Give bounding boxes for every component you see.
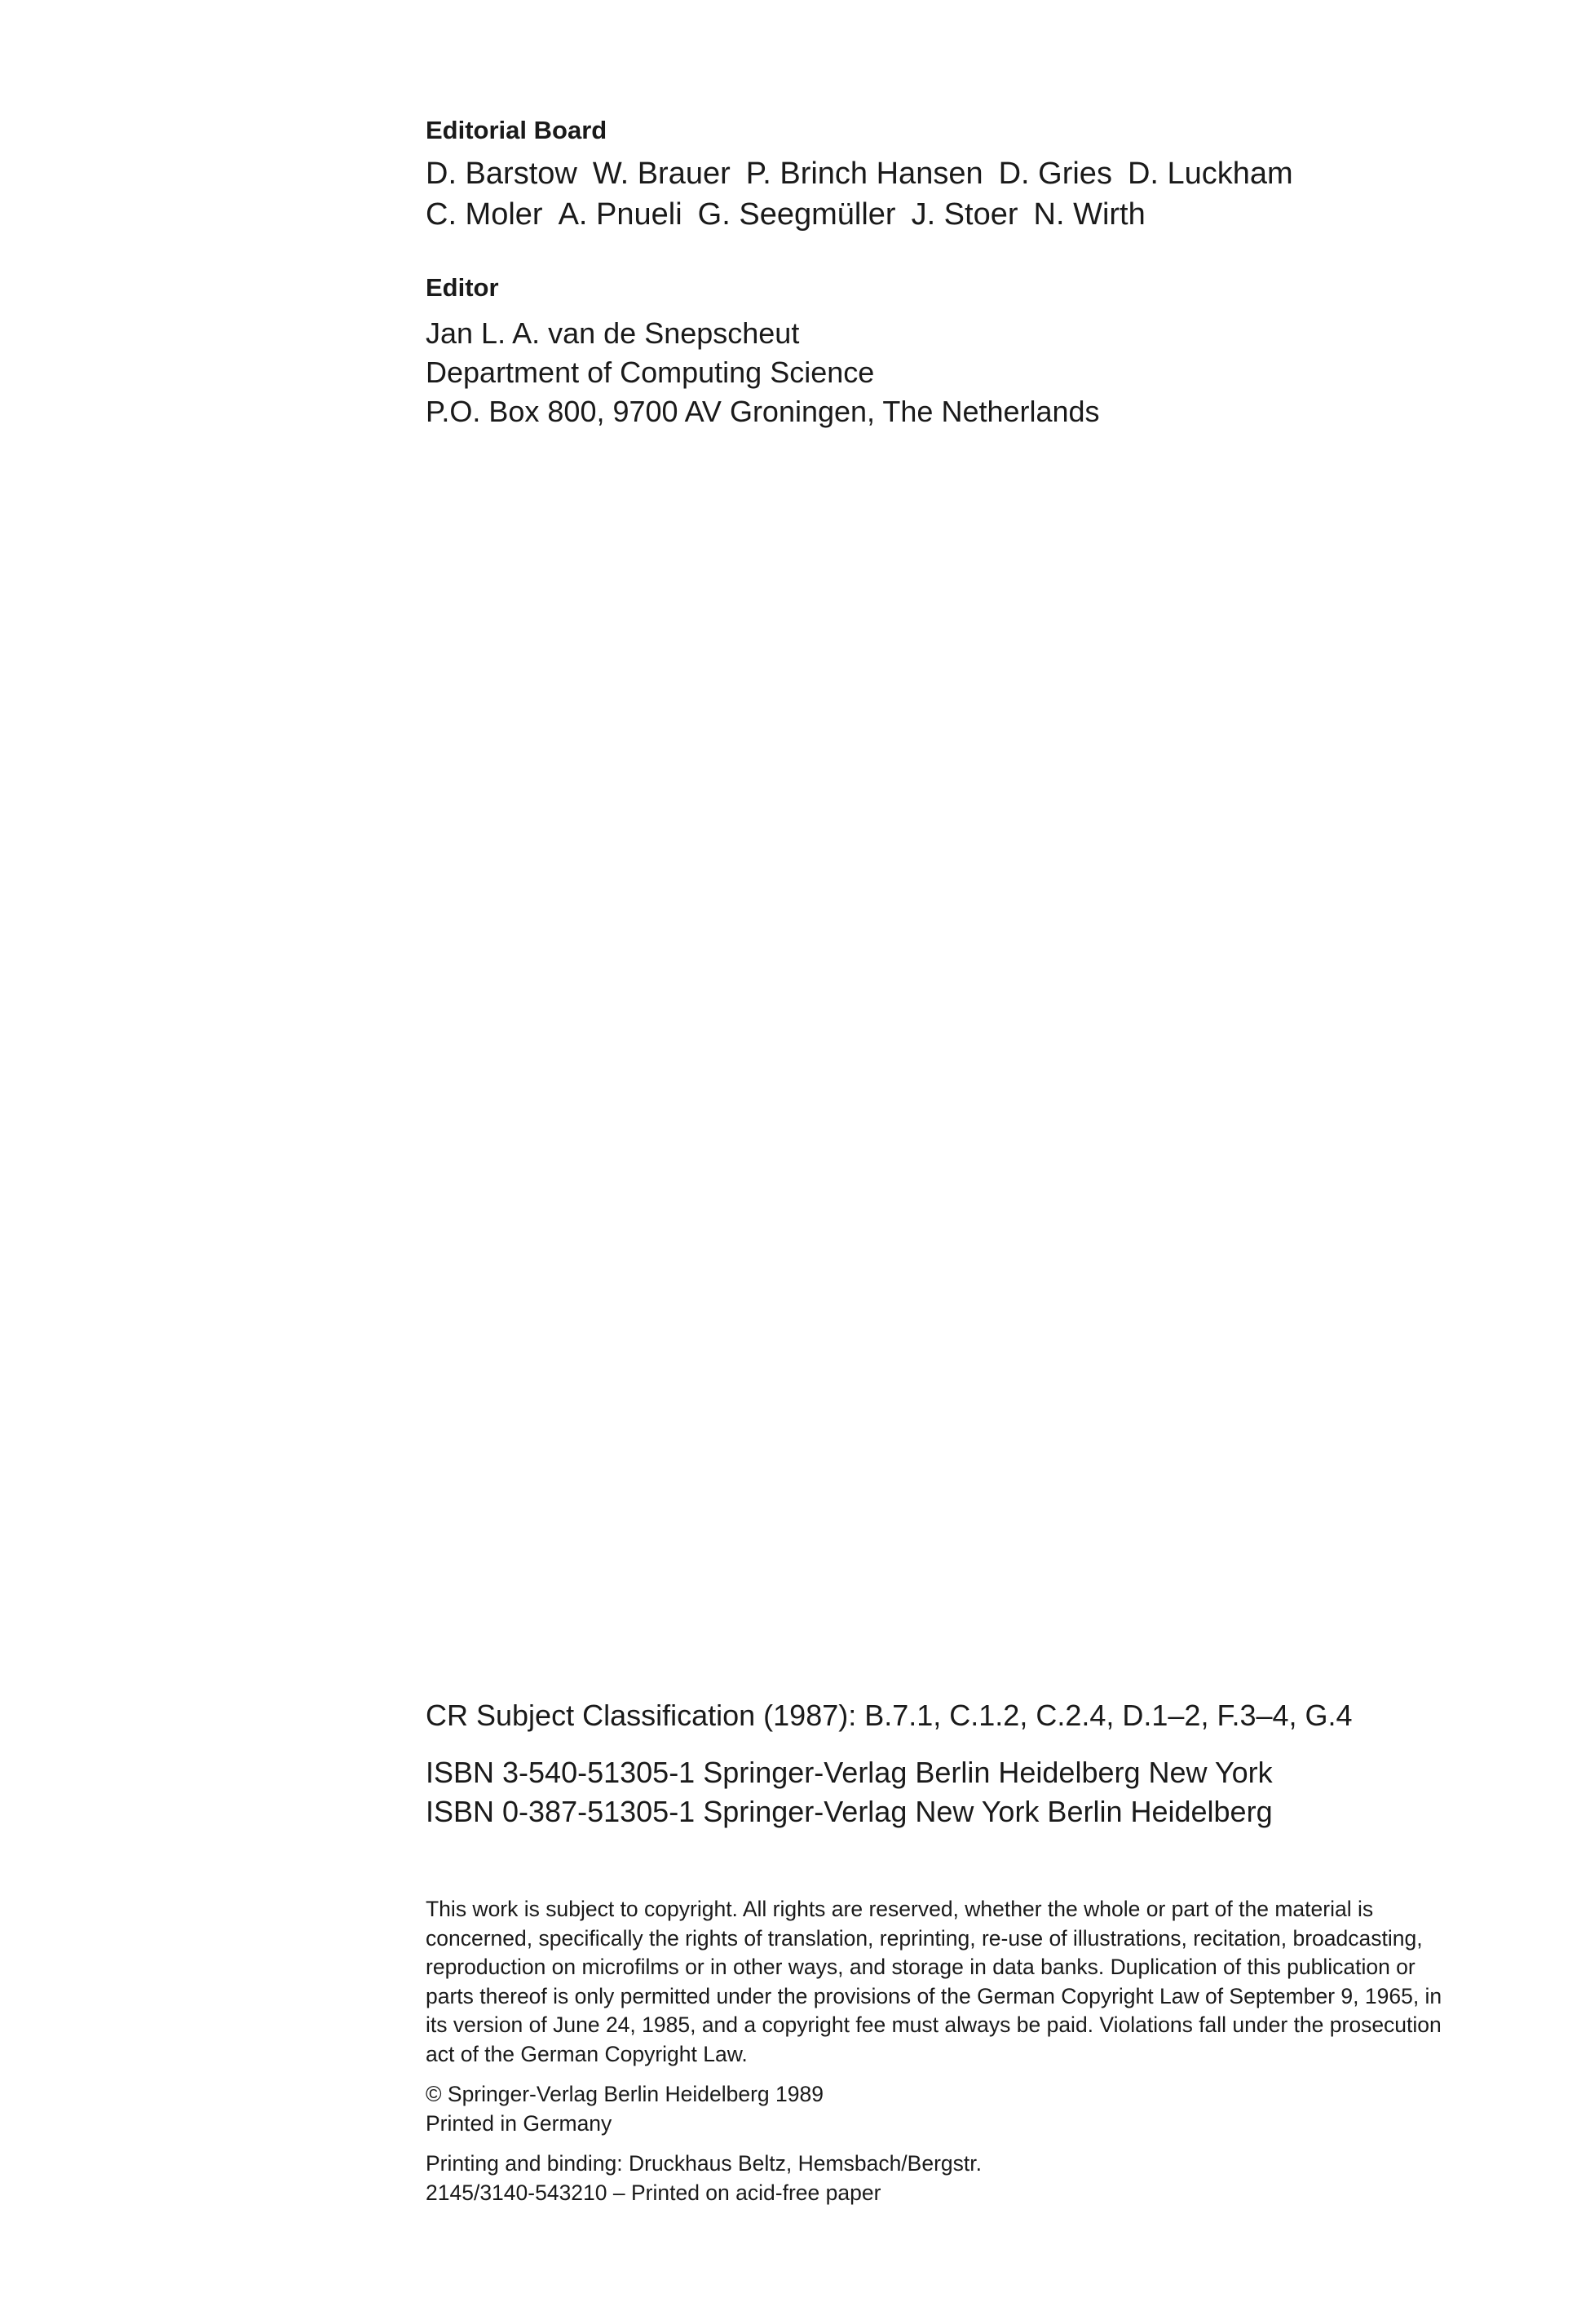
board-member: D. Gries	[998, 157, 1112, 191]
editorial-block	[426, 114, 1404, 431]
cr-subject-classification: CR Subject Classification (1987): B.7.1, C.1.2, C.2.4, D.1–2, F.3–4, G.4	[426, 1699, 1353, 1732]
isbn-group	[426, 1753, 1486, 1831]
copyright-notice-text: This work is subject to copyright. All rights are reserved, whether the whole or part of the material is concerned, specifically the rights of translation, reprinting, re-use of illustrations, recitation, broadcasting, reproduction on microfilms or in other ways, and storage in data banks. Duplication of this publication or parts thereof is only permitted under the provisions of the German Copyright Law of September 9, 1965, in its version of June 24, 1985, and a copyright fee must always be paid. Violations fall under the prosecution act of the German Copyright Law.	[426, 1897, 1442, 2066]
board-member: C. Moler	[426, 197, 543, 232]
copyright-notice	[426, 1895, 1453, 2069]
board-member: G. Seegmüller	[697, 197, 896, 232]
printing-binding: Printing and binding: Druckhaus Beltz, Hemsbach/Bergstr.	[426, 2151, 982, 2176]
board-member: J. Stoer	[911, 197, 1018, 232]
editor-address: P.O. Box 800, 9700 AV Groningen, The Netherlands	[426, 395, 1100, 428]
printing-info-group	[426, 2149, 1486, 2207]
editorial-board-line-2	[426, 194, 1404, 235]
board-member: D. Barstow	[426, 157, 577, 191]
publication-info-block	[426, 1696, 1486, 2207]
board-member: A. Pnueli	[558, 197, 682, 232]
print-code: 2145/3140-543210 – Printed on acid-free paper	[426, 2180, 881, 2205]
editor-department: Department of Computing Science	[426, 356, 875, 389]
isbn-line-2: ISBN 0-387-51305-1 Springer-Verlag New York Berlin Heidelberg	[426, 1795, 1273, 1828]
copyright-holder: © Springer-Verlag Berlin Heidelberg 1989	[426, 2082, 824, 2106]
board-member: N. Wirth	[1033, 197, 1146, 232]
editor-name: Jan L. A. van de Snepscheut	[426, 316, 800, 350]
editorial-board-line-1	[426, 153, 1404, 194]
board-member: W. Brauer	[592, 157, 731, 191]
copyright-holder-group	[426, 2080, 1486, 2138]
editor-heading: Editor	[426, 273, 499, 302]
printed-in: Printed in Germany	[426, 2110, 612, 2136]
board-member: P. Brinch Hansen	[745, 157, 983, 191]
isbn-line-1: ISBN 3-540-51305-1 Springer-Verlag Berlin Heidelberg New York	[426, 1756, 1273, 1789]
editorial-board-heading: Editorial Board	[426, 116, 607, 144]
board-member: D. Luckham	[1127, 157, 1293, 191]
